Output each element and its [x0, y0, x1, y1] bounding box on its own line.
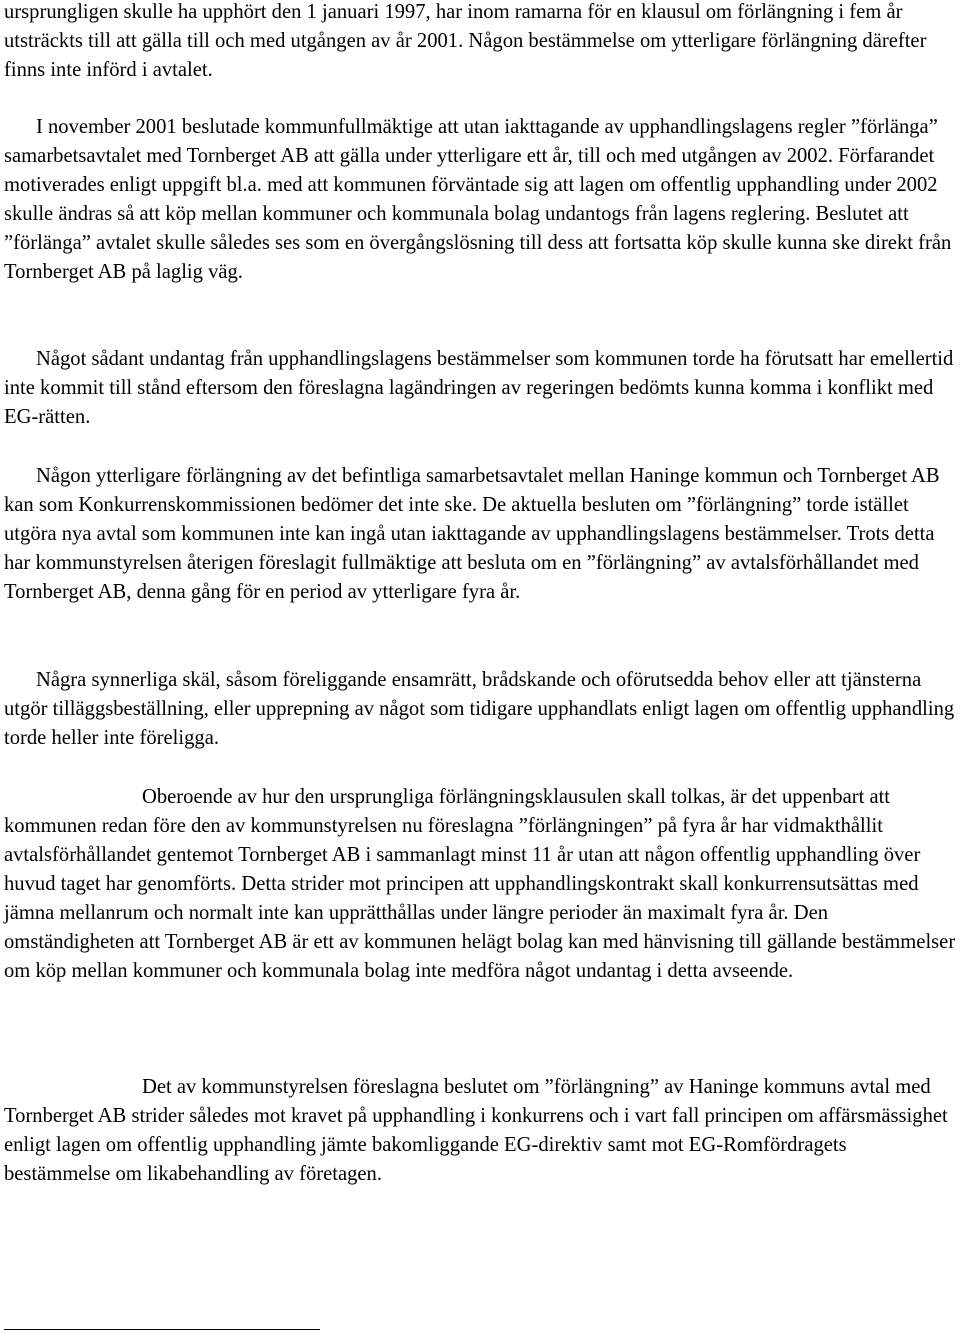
paragraph-2: I november 2001 beslutade kommunfullmäktige att utan iakttagande av upphandlingslagens regler ”förlänga” samarbetsavtalet med Tornberget AB att gälla under ytterligare ett år, till och med utgången av 2002. Förfarandet motiverades enligt uppgift bl.a. med att kommunen förväntade sig att lagen om offentlig upphandling under 2002 skulle ändras så att köp mellan kommuner och kommunala bolag undantogs från lagens reglering. Beslutet att ”förlänga” avtalet skulle således ses som en övergångslösning till dess att fortsatta köp skulle kunna ske direkt från Tornberget AB på laglig väg. [4, 116, 952, 283]
paragraph-3: Något sådant undantag från upphandlingslagens bestämmelser som kommunen torde ha förutsatt har emellertid inte kommit till stånd eftersom den föreslagna lagändringen av regeringen bedömts kunna komma i konflikt med EG-rätten. [4, 348, 954, 428]
paragraph-7: Det av kommunstyrelsen föreslagna beslutet om ”förlängning” av Haninge kommuns avtal med Tornberget AB strider således mot kravet på upphandling i konkurrens och i vart fall principen om affärsmässighet enligt lagen om offentlig upphandling jämte bakomliggande EG-direktiv samt mot EG-Romfördragets bestämmelse om likabehandling av företagen. [4, 1076, 948, 1185]
paragraph-1: ursprungligen skulle ha upphört den 1 januari 1997, har inom ramarna för en klausul om förlängning i fem år utsträckts till att gälla till och med utgången av år 2001. Någon bestämmelse om ytterligare förlängning därefter finns inte införd i avtalet. [4, 1, 927, 81]
paragraph-5: Några synnerliga skäl, såsom föreliggande ensamrätt, brådskande och oförutsedda behov eller att tjänsterna utgör tilläggsbeställning, eller upprepning av något som tidigare upphandlats enligt lagen om offentlig upphandling torde heller inte föreligga. [4, 669, 955, 749]
paragraph-4: Någon ytterligare förlängning av det befintliga samarbetsavtalet mellan Haninge kommun och Tornberget AB kan som Konkurrenskommissionen bedömer det inte ske. De aktuella besluten om ”förlängning” torde istället utgöra nya avtal som kommunen inte kan ingå utan iakttagande av upphandlingslagens bestämmelser. Trots detta har kommunstyrelsen återigen föreslagit fullmäktige att besluta om en ”förlängning” av avtalsförhållandet med Tornberget AB, denna gång för en period av ytterligare fyra år. [4, 465, 940, 603]
paragraph-6: Oberoende av hur den ursprungliga förlängningsklausulen skall tolkas, är det uppenbart att kommunen redan före den av kommunstyrelsen nu föreslagna ”förlängningen” på fyra år har vidmakthållit avtalsförhållandet gentemot Tornberget AB i sammanlagt minst 11 år utan att någon offentlig upphandling över huvud taget har genomförts. Detta strider mot principen att upphandlingskontrakt skall konkurrensutsättas med jämna mellanrum och normalt inte kan upprätthållas under längre perioder än maximalt fyra år. Den omständigheten att Tornberget AB är ett av kommunen helägt bolag kan med hänvisning till gällande bestämmelser om köp mellan kommuner och kommunala bolag inte medföra något undantag i detta avseende. [4, 786, 956, 982]
footnote-separator-line [4, 1329, 320, 1330]
